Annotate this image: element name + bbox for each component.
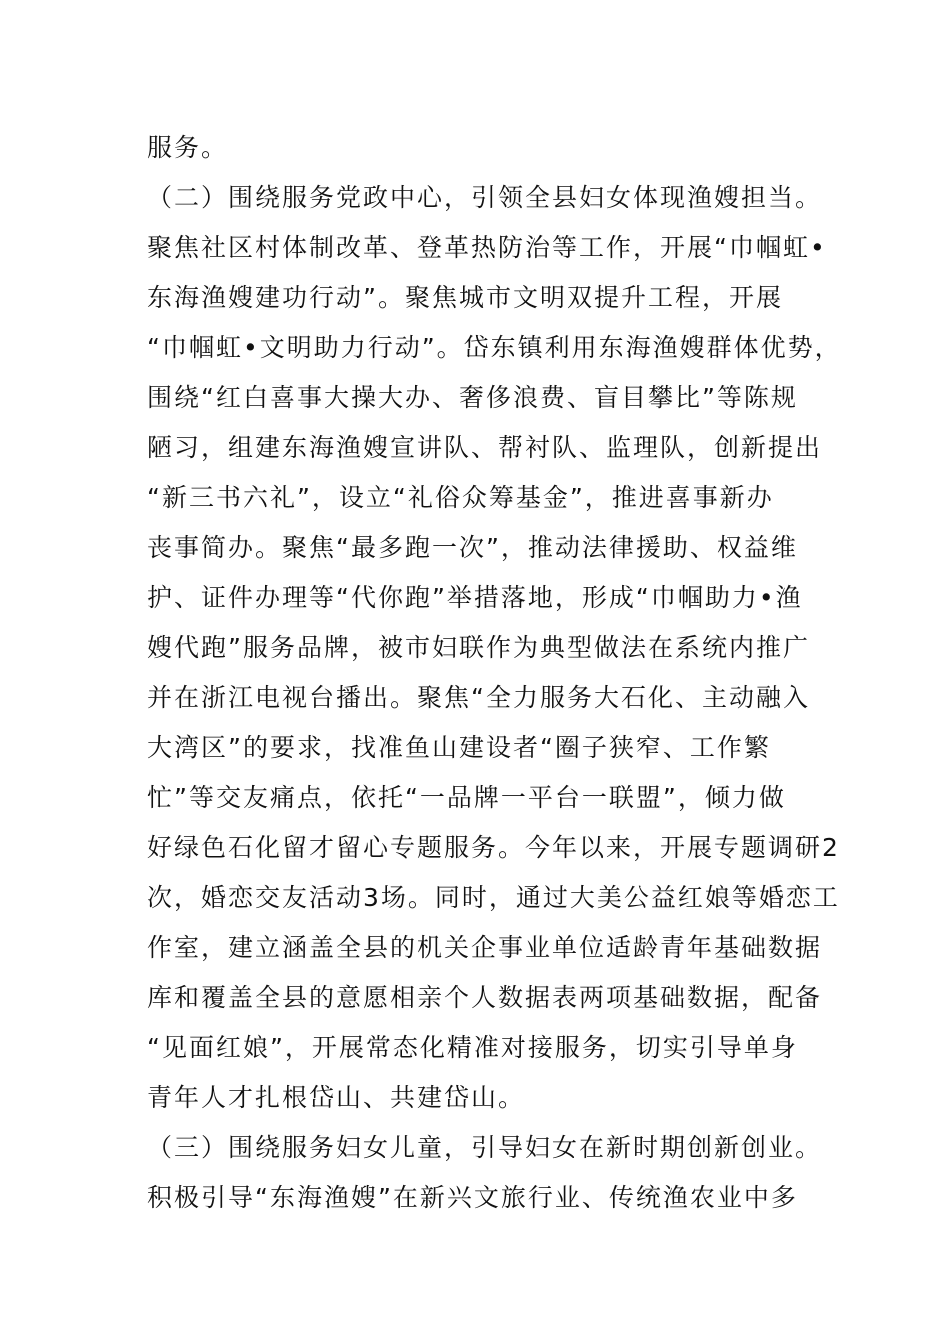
text-line-9: 丧事简办。聚焦“最多跑一次”，推动法律援助、权益维 [147,533,798,562]
text-line-16: 次，婚恋交友活动3场。同时，通过大美公益红娘等婚恋工 [147,883,840,912]
text-line-5: “巾帼虹•文明助力行动”。岱东镇利用东海渔嫂群体优势， [147,333,842,362]
text-line-13: 大湾区”的要求，找准鱼山建设者“圈子狭窄、工作繁 [147,733,771,762]
text-line-14: 忙”等交友痛点，依托“一品牌一平台一联盟”，倾力做 [147,783,786,812]
text-line-19: “见面红娘”，开展常态化精准对接服务，切实引导单身 [147,1033,798,1062]
text-line-17: 作室，建立涵盖全县的机关企事业单位适龄青年基础数据 [147,933,823,962]
text-line-18: 库和覆盖全县的意愿相亲个人数据表两项基础数据，配备 [147,983,823,1012]
text-line-4: 东海渔嫂建功行动”。聚焦城市文明双提升工程，开展 [147,283,783,312]
text-line-22: 积极引导“东海渔嫂”在新兴文旅行业、传统渔农业中多 [147,1183,798,1212]
text-line-1: 服务。 [147,133,229,162]
text-line-7: 陋习，组建东海渔嫂宣讲队、帮衬队、监理队，创新提出 [147,433,823,462]
text-line-3: 聚焦社区村体制改革、登革热防治等工作，开展“巾帼虹• [147,233,827,262]
section-heading-3: （三）围绕服务妇女儿童，引导妇女在新时期创新创业。 [147,1133,823,1162]
text-line-20: 青年人才扎根岱山、共建岱山。 [147,1083,526,1112]
text-line-8: “新三书六礼”，设立“礼俗众筹基金”，推进喜事新办 [147,483,774,512]
text-line-6: 围绕“红白喜事大操大办、奢侈浪费、盲目攀比”等陈规 [147,383,798,412]
text-line-15: 好绿色石化留才留心专题服务。今年以来，开展专题调研2 [147,833,840,862]
text-line-12: 并在浙江电视台播出。聚焦“全力服务大石化、主动融入 [147,683,810,712]
text-line-11: 嫂代跑”服务品牌，被市妇联作为典型做法在系统内推广 [147,633,810,662]
section-heading-2: （二）围绕服务党政中心，引领全县妇女体现渔嫂担当。 [147,183,823,212]
text-line-10: 护、证件办理等“代你跑”举措落地，形成“巾帼助力•渔 [147,583,803,612]
